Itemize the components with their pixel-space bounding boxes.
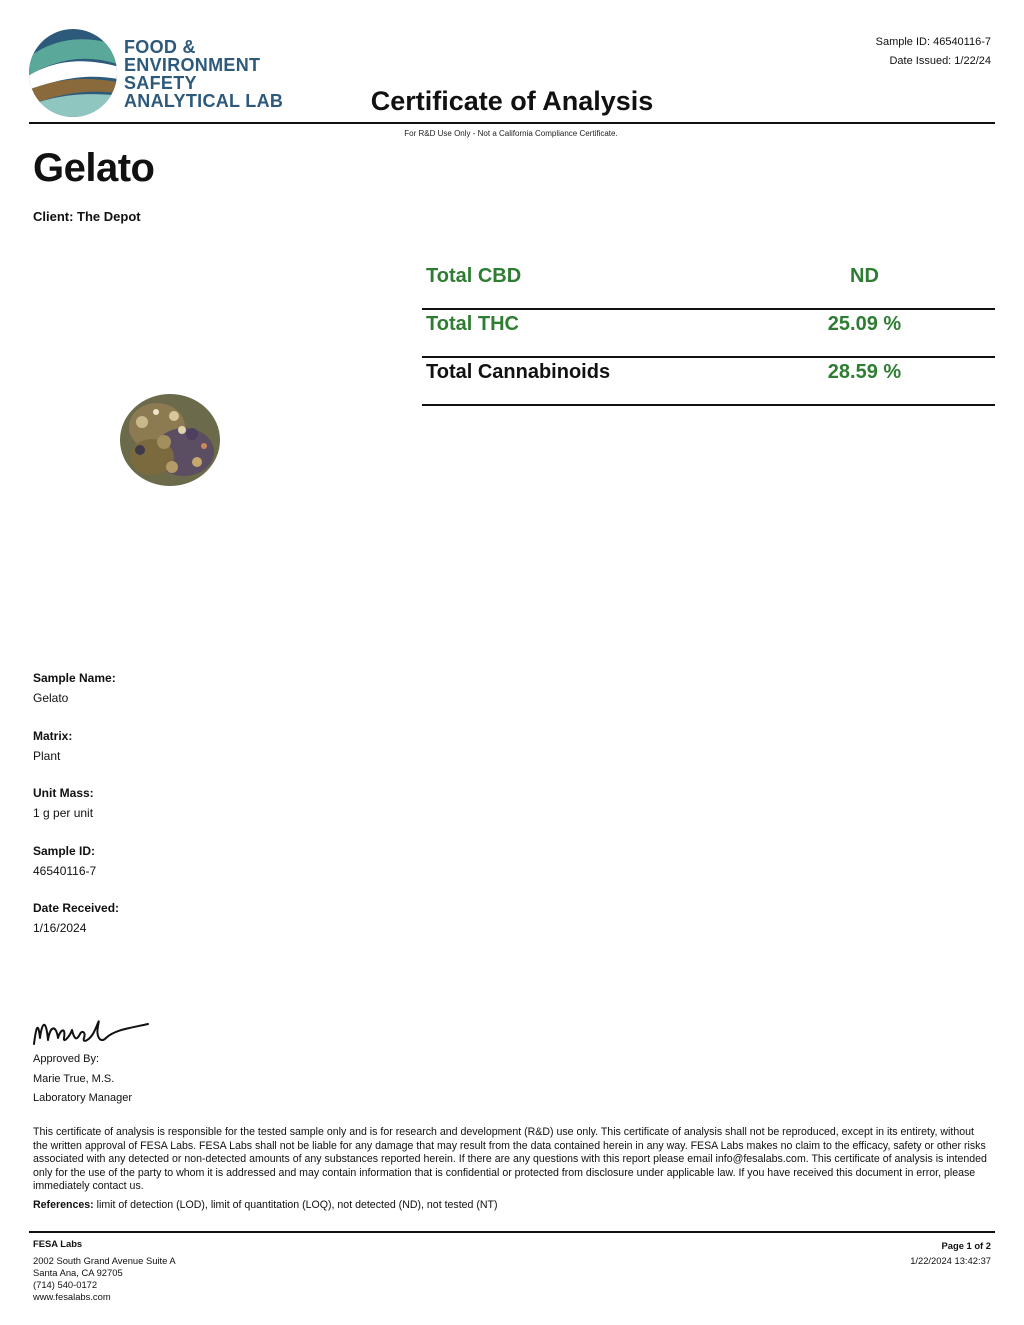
summary-value: 25.09 %: [827, 313, 902, 335]
detail-label: Matrix:: [33, 728, 73, 743]
references-label: References:: [33, 1199, 94, 1211]
detail-value: Plant: [33, 748, 61, 763]
logo-line: SAFETY: [124, 73, 197, 93]
approval-block: [33, 1050, 132, 1109]
page-number: Page 1 of 2: [941, 1240, 991, 1251]
footer-lab-name: FESA Labs: [33, 1238, 83, 1249]
summary-label: Total THC: [426, 313, 519, 335]
detail-label: Sample ID:: [33, 843, 96, 858]
header-date-issued: Date Issued: 1/22/24: [889, 55, 991, 67]
approved-by-label: Approved By:: [33, 1053, 100, 1065]
bud-illustration: [120, 394, 220, 486]
detail-unit-mass: [33, 785, 119, 843]
detail-sample-id: [33, 843, 119, 901]
document-title: Certificate of Analysis: [370, 86, 654, 116]
header-sample-id: Sample ID: 46540116-7: [875, 36, 991, 48]
signature: [30, 1008, 154, 1054]
summary-value: 28.59 %: [827, 361, 902, 383]
summary-row-total: [422, 358, 995, 406]
footer-address-2: Santa Ana, CA 92705: [33, 1267, 123, 1278]
logo-line: FOOD &: [124, 37, 196, 57]
header-divider: [29, 122, 995, 124]
detail-label: Unit Mass:: [33, 786, 94, 800]
document-subtitle: For R&D Use Only - Not a California Compliance Certificate.: [404, 129, 618, 138]
summary-row-cbd: [422, 262, 995, 310]
cannabinoid-summary: [422, 262, 995, 406]
product-photo: [112, 382, 230, 494]
detail-date-received: [33, 900, 119, 958]
summary-label: Total CBD: [426, 265, 522, 287]
references-text: limit of detection (LOD), limit of quantitation (LOQ), not detected (ND), not tested (NT): [96, 1199, 498, 1211]
approver-title: Laboratory Manager: [33, 1092, 133, 1104]
footer-lab-info: [33, 1238, 176, 1303]
detail-label: Date Received:: [33, 901, 120, 915]
logo-line: ENVIRONMENT: [124, 55, 261, 75]
logo-line: ANALYTICAL LAB: [124, 91, 284, 111]
footer-phone: (714) 540-0172: [33, 1279, 98, 1290]
product-name: Gelato: [33, 146, 155, 190]
detail-value: 1 g per unit: [33, 806, 94, 820]
detail-value: Gelato: [33, 691, 69, 705]
detail-label: Sample Name:: [33, 671, 116, 685]
summary-value: ND: [850, 265, 879, 287]
detail-sample-name: [33, 670, 119, 728]
approver-name: Marie True, M.S.: [33, 1072, 115, 1085]
client-name: Client: The Depot: [33, 209, 141, 224]
summary-label: Total Cannabinoids: [426, 361, 611, 383]
references: [33, 1199, 498, 1211]
footer-timestamp: 1/22/2024 13:42:37: [910, 1255, 991, 1266]
sample-meta: [876, 33, 991, 71]
detail-matrix: [33, 728, 119, 786]
footer-website: www.fesalabs.com: [33, 1291, 111, 1302]
footer-page-info: [910, 1238, 991, 1268]
detail-value: 1/16/2024: [33, 921, 87, 935]
disclaimer: This certificate of analysis is responsible for the tested sample only and is for research and development (R&D) use only. This certificate of analysis shall not be reproduced, except in its entirety, without the written approval of FESA Labs. FESA Labs shall not be liable for any damage that may result from the data contained herein in any way. FESA Labs makes no claim to the efficacy, safety or other risks associated with any detected or non-detected amounts of any substances reported herein. If there are any questions with this report please email info@fesalabs.com. This certificate of analysis is intended only for the use of the party to whom it is addressed and may contain information that is confidential or protected from disclosure under applicable law. If you have received this document in error, please immediately contact us.: [33, 1126, 987, 1193]
detail-value: 46540116-7: [33, 863, 97, 878]
sample-details: [33, 670, 119, 958]
footer-address-1: 2002 South Grand Avenue Suite A: [33, 1255, 176, 1266]
footer-divider: [29, 1231, 995, 1233]
summary-row-thc: [422, 310, 995, 358]
